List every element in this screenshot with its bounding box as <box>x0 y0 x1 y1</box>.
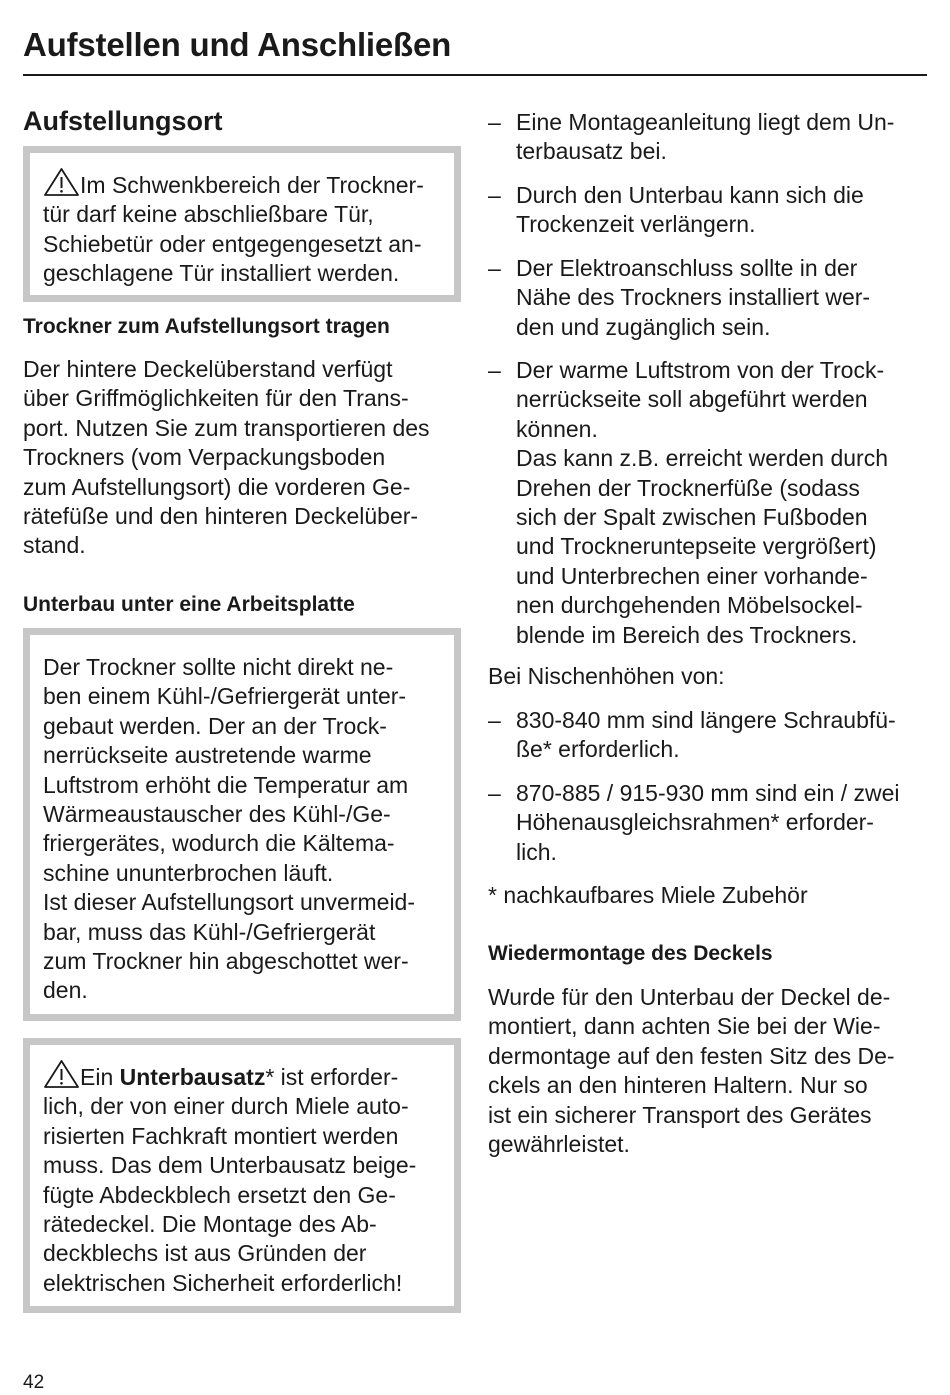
dash-bullet: – <box>488 182 501 208</box>
section-title: Aufstellungsort <box>23 106 223 136</box>
text-line: Drehen der Trocknerfüße (sodass <box>516 474 860 501</box>
text-line: Nähe des Trockners installiert wer- <box>516 284 871 311</box>
text-line: und Trockneruntерseite vergrößert) <box>516 533 877 560</box>
subheading-reassembly: Wiedermontage des Deckels <box>488 942 773 965</box>
text-line: nerrückseite soll abgeführt werden <box>516 386 868 413</box>
niche-intro: Bei Nischenhöhen von: <box>488 663 725 689</box>
text-line: friergerätes, wodurch die Kältema- <box>43 830 395 857</box>
text-line: Wurde für den Unterbau der Deckel de- <box>488 984 891 1010</box>
text-line: gebaut werden. Der an der Trock- <box>43 712 387 739</box>
info-box-fridge <box>23 628 461 1021</box>
page-title: Aufstellen und Anschließen <box>23 26 452 63</box>
warning-line: elektrischen Sicherheit erforderlich! <box>43 1269 403 1296</box>
text-line: nen durchgehenden Möbelsockel- <box>516 592 863 619</box>
text-line: Trockenzeit verlängern. <box>516 211 756 238</box>
dash-bullet: – <box>488 780 501 806</box>
text-line: ße* erforderlich. <box>516 736 680 763</box>
warning-line: tür darf keine abschließbare Tür, <box>43 201 374 228</box>
warning-triangle-icon <box>43 1059 80 1089</box>
text-line: stand. <box>23 532 86 559</box>
dash-bullet: – <box>488 255 501 281</box>
page-number: 42 <box>23 1372 45 1393</box>
warning-line: Schiebetür oder entgegengesetzt an- <box>43 230 422 257</box>
text-line: Durch den Unterbau kann sich die <box>516 182 864 208</box>
warning-line: muss. Das dem Unterbausatz beige- <box>43 1152 417 1179</box>
text-line: schine ununterbrochen läuft. <box>43 859 334 886</box>
list-item <box>488 181 928 240</box>
warning-line: risierten Fachkraft montiert werden <box>43 1122 399 1149</box>
warning-line: geschlagene Tür installiert werden. <box>43 260 400 287</box>
text-line: über Griffmöglichkeiten für den Trans- <box>23 385 409 412</box>
warning-box-kit <box>23 1038 461 1313</box>
footnote: * nachkaufbares Miele Zubehör <box>488 882 808 908</box>
text-line: Der warme Luftstrom von der Trock- <box>516 357 885 383</box>
text-line: Ist dieser Aufstellungsort unvermeid- <box>43 889 416 916</box>
text-line: zum Aufstellungsort) die vorderen Ge- <box>23 473 411 500</box>
warning-line: Ein Unterbausatz* ist erforder- <box>43 1059 442 1092</box>
dash-bullet: – <box>488 707 501 733</box>
text-line: Höhenausgleichsrahmen* erforder- <box>516 809 874 836</box>
warning-line: lich, der von einer durch Miele auto- <box>43 1093 409 1120</box>
text-line: ckels an den hinteren Haltern. Nur so <box>488 1072 868 1099</box>
subheading-undercounter: Unterbau unter eine Arbeitsplatte <box>23 593 355 616</box>
text-line: 870-885 / 915-930 mm sind ein / zwei <box>516 780 900 806</box>
warning-line: Im Schwenkbereich der Trockner- <box>43 167 442 200</box>
warning-line: rätedeckel. Die Montage des Ab- <box>43 1211 377 1238</box>
text-line: blende im Bereich des Trockners. <box>516 621 858 648</box>
text-line: und Unterbrechen einer vorhande- <box>516 562 868 589</box>
text-line: montiert, dann achten Sie bei der Wie- <box>488 1013 881 1040</box>
dash-bullet: – <box>488 109 501 135</box>
text-line: den und zugänglich sein. <box>516 313 771 340</box>
text-line: rätefüße und den hinteren Deckelüber- <box>23 503 419 530</box>
text-line: Trockners (vom Verpackungsboden <box>23 444 386 471</box>
text-line: bar, muss das Kühl-/Gefriergerät <box>43 918 376 945</box>
warning-line: deckblechs ist aus Gründen der <box>43 1240 367 1267</box>
text-line: nerrückseite austretende warme <box>43 742 372 769</box>
dash-bullet: – <box>488 357 501 383</box>
list-item <box>488 254 928 342</box>
text-line: port. Nutzen Sie zum transportieren des <box>23 414 430 441</box>
text-line: Das kann z.B. erreicht werden durch <box>516 445 889 472</box>
paragraph-reassembly <box>488 983 928 1159</box>
text-line: Der hintere Deckelüberstand verfügt <box>23 356 393 382</box>
text-line: Wärmeaustauscher des Kühl-/Ge- <box>43 801 391 828</box>
text-line: Der Elektroanschluss sollte in der <box>516 255 858 281</box>
warning-triangle-icon <box>43 167 80 197</box>
text-line: dermontage auf den festen Sitz des De- <box>488 1042 895 1069</box>
text-line: den. <box>43 977 88 1004</box>
text-line: terbausatz bei. <box>516 138 667 165</box>
text-line: 830-840 mm sind längere Schraubfü- <box>516 707 896 733</box>
text-line: Luftstrom erhöht die Temperatur am <box>43 771 409 798</box>
warning-box-swing-area <box>23 146 461 302</box>
text-line: ben einem Kühl-/Gefriergerät unter- <box>43 683 407 710</box>
text-line: Eine Montageanleitung liegt dem Un- <box>516 109 895 135</box>
list-item <box>488 779 928 867</box>
title-divider <box>23 74 927 76</box>
list-item <box>488 108 928 167</box>
text-line: sich der Spalt zwischen Fußboden <box>516 504 868 531</box>
warning-line: fügte Abdeckblech ersetzt den Ge- <box>43 1181 396 1208</box>
text-line: lich. <box>516 838 557 865</box>
text-line: Der Trockner sollte nicht direkt ne- <box>43 654 394 680</box>
list-item <box>488 706 928 765</box>
paragraph-carry <box>23 355 463 561</box>
kit-term: Unterbausatz <box>119 1064 266 1090</box>
list-item <box>488 356 928 650</box>
text-line: ist ein sicherer Transport des Gerätes <box>488 1101 872 1128</box>
subheading-carry: Trockner zum Aufstellungsort tragen <box>23 315 390 338</box>
text-line: gewährleistet. <box>488 1131 630 1158</box>
text-line: zum Trockner hin abgeschottet wer- <box>43 948 409 975</box>
text-line: können. <box>516 415 598 442</box>
